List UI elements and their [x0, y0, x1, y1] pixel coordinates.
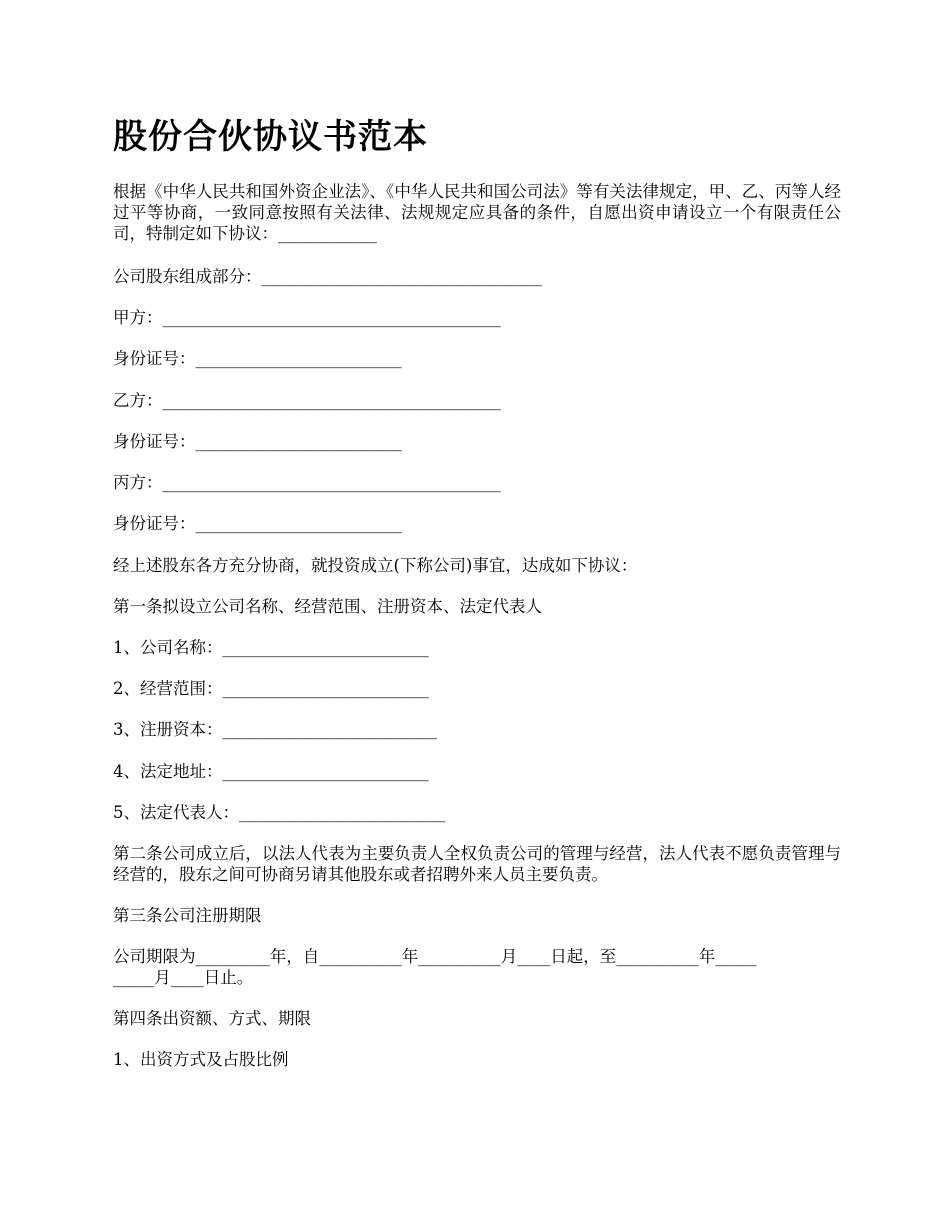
- article-3-line-1: 公司期限为_________年，自__________年__________月____日起，至__________年_____: [113, 947, 757, 966]
- party-b-field: 乙方：_________________________________________: [113, 391, 501, 410]
- article-4-item-1: 1、出资方式及占股比例: [113, 1050, 289, 1069]
- article-4-title: 第四条出资额、方式、期限: [113, 1009, 311, 1028]
- intro-paragraph: 根据《中华人民共和国外资企业法》、《中华人民共和国公司法》等有关法律规定，甲、乙、丙等人经过平等协商，一致同意按照有关法律、法规规定应具备的条件，自愿出资申请设立一个有限责任公司，特制定如下协议：____________: [113, 182, 841, 243]
- article-1-item-4: 4、法定地址：_________________________: [113, 762, 429, 781]
- article-3-line-2: _____月____日止。: [113, 968, 254, 987]
- party-a-id-field: 身份证号：_________________________: [113, 349, 402, 368]
- party-a-field: 甲方：_________________________________________: [113, 308, 501, 327]
- party-c-field: 丙方：_________________________________________: [113, 473, 501, 492]
- article-1-item-2: 2、经营范围：_________________________: [113, 679, 429, 698]
- article-1-title: 第一条拟设立公司名称、经营范围、注册资本、法定代表人: [113, 597, 542, 616]
- article-3-title: 第三条公司注册期限: [113, 906, 262, 925]
- document-title: 股份合伙协议书范本: [113, 117, 428, 157]
- party-c-id-field: 身份证号：_________________________: [113, 514, 402, 533]
- agreement-intro: 经上述股东各方充分协商，就投资成立(下称公司)事宜，达成如下协议：: [113, 556, 638, 575]
- article-1-item-3: 3、注册资本：__________________________: [113, 720, 437, 739]
- party-b-id-field: 身份证号：_________________________: [113, 432, 402, 451]
- article-1-item-5: 5、法定代表人：_________________________: [113, 803, 446, 822]
- article-3-paragraph: [113, 946, 841, 988]
- article-1-item-1: 1、公司名称：_________________________: [113, 638, 429, 657]
- shareholders-label: 公司股东组成部分：__________________________________: [113, 267, 542, 286]
- article-2-paragraph: 第二条公司成立后，以法人代表为主要负责人全权负责公司的管理与经营，法人代表不愿负责管理与经营的，股东之间可协商另请其他股东或者招聘外来人员主要负责。: [113, 844, 841, 884]
